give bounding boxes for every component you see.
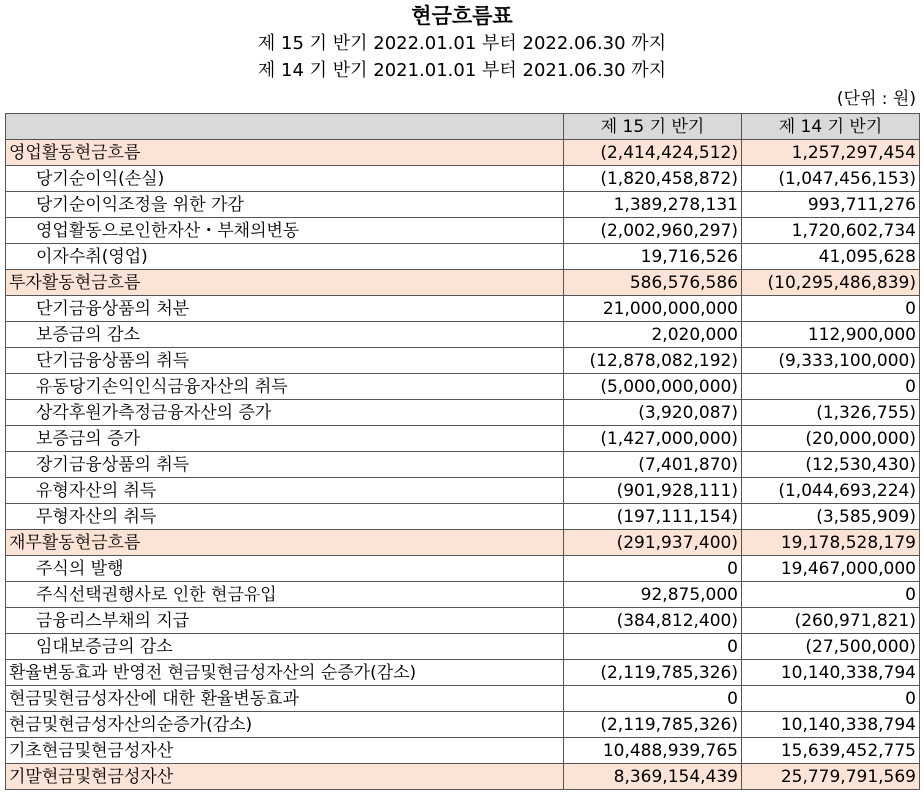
row-value-current: 0 bbox=[564, 634, 742, 660]
table-row bbox=[6, 582, 920, 608]
row-label: 주식선택권행사로 인한 현금유입 bbox=[6, 582, 564, 608]
row-value-prior: 10,140,338,794 bbox=[742, 660, 920, 686]
row-value-current: 19,716,526 bbox=[564, 244, 742, 270]
row-value-current: (2,119,785,326) bbox=[564, 660, 742, 686]
table-row bbox=[6, 712, 920, 738]
row-value-current: (12,878,082,192) bbox=[564, 348, 742, 374]
row-label: 당기순이익(손실) bbox=[6, 166, 564, 192]
row-value-current: (901,928,111) bbox=[564, 478, 742, 504]
row-value-prior: (1,326,755) bbox=[742, 400, 920, 426]
table-row bbox=[6, 530, 920, 556]
row-value-prior: 993,711,276 bbox=[742, 192, 920, 218]
row-value-prior: (20,000,000) bbox=[742, 426, 920, 452]
row-label: 현금및현금성자산의순증가(감소) bbox=[6, 712, 564, 738]
table-header-row bbox=[6, 114, 920, 140]
row-value-prior: 19,467,000,000 bbox=[742, 556, 920, 582]
row-label: 당기순이익조정을 위한 가감 bbox=[6, 192, 564, 218]
table-row bbox=[6, 478, 920, 504]
row-value-current: (291,937,400) bbox=[564, 530, 742, 556]
row-label: 보증금의 증가 bbox=[6, 426, 564, 452]
row-value-current: (2,002,960,297) bbox=[564, 218, 742, 244]
table-row bbox=[6, 166, 920, 192]
row-label: 주식의 발행 bbox=[6, 556, 564, 582]
row-label: 무형자산의 취득 bbox=[6, 504, 564, 530]
row-label: 단기금융상품의 취득 bbox=[6, 348, 564, 374]
row-value-current: 21,000,000,000 bbox=[564, 296, 742, 322]
row-value-current: (5,000,000,000) bbox=[564, 374, 742, 400]
row-value-current: 1,389,278,131 bbox=[564, 192, 742, 218]
row-value-current: (1,427,000,000) bbox=[564, 426, 742, 452]
row-value-current: (7,401,870) bbox=[564, 452, 742, 478]
row-value-prior: (9,333,100,000) bbox=[742, 348, 920, 374]
row-label: 재무활동현금흐름 bbox=[6, 530, 564, 556]
row-label: 유동당기손익인식금융자산의 취득 bbox=[6, 374, 564, 400]
row-value-current: 0 bbox=[564, 686, 742, 712]
table-row bbox=[6, 140, 920, 166]
row-label: 기말현금및현금성자산 bbox=[6, 764, 564, 790]
row-label: 상각후원가측정금융자산의 증가 bbox=[6, 400, 564, 426]
row-label: 장기금융상품의 취득 bbox=[6, 452, 564, 478]
row-value-prior: 0 bbox=[742, 296, 920, 322]
row-value-current: 92,875,000 bbox=[564, 582, 742, 608]
row-value-current: 10,488,939,765 bbox=[564, 738, 742, 764]
row-label: 현금및현금성자산에 대한 환율변동효과 bbox=[6, 686, 564, 712]
table-row bbox=[6, 738, 920, 764]
period-prior: 제 14 기 반기 2021.01.01 부터 2021.06.30 까지 bbox=[257, 60, 667, 81]
row-label: 영업활동현금흐름 bbox=[6, 140, 564, 166]
row-value-current: (197,111,154) bbox=[564, 504, 742, 530]
row-label: 단기금융상품의 처분 bbox=[6, 296, 564, 322]
table-row bbox=[6, 608, 920, 634]
row-value-prior: (3,585,909) bbox=[742, 504, 920, 530]
cash-flow-table bbox=[5, 113, 920, 790]
table-row bbox=[6, 426, 920, 452]
table-row bbox=[6, 660, 920, 686]
table-row bbox=[6, 296, 920, 322]
table-row bbox=[6, 504, 920, 530]
row-value-prior: 1,257,297,454 bbox=[742, 140, 920, 166]
row-value-current: 586,576,586 bbox=[564, 270, 742, 296]
table-row bbox=[6, 556, 920, 582]
row-value-prior: (12,530,430) bbox=[742, 452, 920, 478]
row-value-current: (2,119,785,326) bbox=[564, 712, 742, 738]
row-value-current: 8,369,154,439 bbox=[564, 764, 742, 790]
row-value-current: (3,920,087) bbox=[564, 400, 742, 426]
row-value-prior: 19,178,528,179 bbox=[742, 530, 920, 556]
row-label: 기초현금및현금성자산 bbox=[6, 738, 564, 764]
row-value-current: (2,414,424,512) bbox=[564, 140, 742, 166]
table-row bbox=[6, 348, 920, 374]
table-row bbox=[6, 400, 920, 426]
row-value-prior: 25,779,791,569 bbox=[742, 764, 920, 790]
row-value-prior: 10,140,338,794 bbox=[742, 712, 920, 738]
row-value-prior: 15,639,452,775 bbox=[742, 738, 920, 764]
row-value-current: 2,020,000 bbox=[564, 322, 742, 348]
table-row bbox=[6, 322, 920, 348]
table-row bbox=[6, 218, 920, 244]
header-prior-period: 제 14 기 반기 bbox=[742, 114, 920, 140]
period-current: 제 15 기 반기 2022.01.01 부터 2022.06.30 까지 bbox=[257, 33, 667, 54]
row-label: 영업활동으로인한자산・부채의변동 bbox=[6, 218, 564, 244]
row-value-prior: (1,047,456,153) bbox=[742, 166, 920, 192]
row-value-current: 0 bbox=[564, 556, 742, 582]
row-label: 투자활동현금흐름 bbox=[6, 270, 564, 296]
row-value-prior: 0 bbox=[742, 686, 920, 712]
table-row bbox=[6, 634, 920, 660]
row-label: 유형자산의 취득 bbox=[6, 478, 564, 504]
header-current-period: 제 15 기 반기 bbox=[564, 114, 742, 140]
row-label: 이자수취(영업) bbox=[6, 244, 564, 270]
row-value-prior: (10,295,486,839) bbox=[742, 270, 920, 296]
row-value-prior: 0 bbox=[742, 582, 920, 608]
header-account bbox=[6, 114, 564, 140]
row-value-prior: 112,900,000 bbox=[742, 322, 920, 348]
row-label: 임대보증금의 감소 bbox=[6, 634, 564, 660]
table-row bbox=[6, 764, 920, 790]
table-row bbox=[6, 192, 920, 218]
table-row bbox=[6, 374, 920, 400]
row-label: 환율변동효과 반영전 현금및현금성자산의 순증가(감소) bbox=[6, 660, 564, 686]
row-value-prior: (1,044,693,224) bbox=[742, 478, 920, 504]
row-label: 금융리스부채의 지급 bbox=[6, 608, 564, 634]
row-value-prior: 41,095,628 bbox=[742, 244, 920, 270]
statement-title: 현금흐름표 bbox=[411, 4, 513, 28]
table-row bbox=[6, 452, 920, 478]
table-row bbox=[6, 270, 920, 296]
row-value-current: (1,820,458,872) bbox=[564, 166, 742, 192]
row-value-prior: 0 bbox=[742, 374, 920, 400]
table-row bbox=[6, 244, 920, 270]
row-value-prior: (260,971,821) bbox=[742, 608, 920, 634]
row-value-prior: 1,720,602,734 bbox=[742, 218, 920, 244]
unit-label: (단위 : 원) bbox=[836, 89, 916, 109]
row-value-prior: (27,500,000) bbox=[742, 634, 920, 660]
row-label: 보증금의 감소 bbox=[6, 322, 564, 348]
table-row bbox=[6, 686, 920, 712]
row-value-current: (384,812,400) bbox=[564, 608, 742, 634]
